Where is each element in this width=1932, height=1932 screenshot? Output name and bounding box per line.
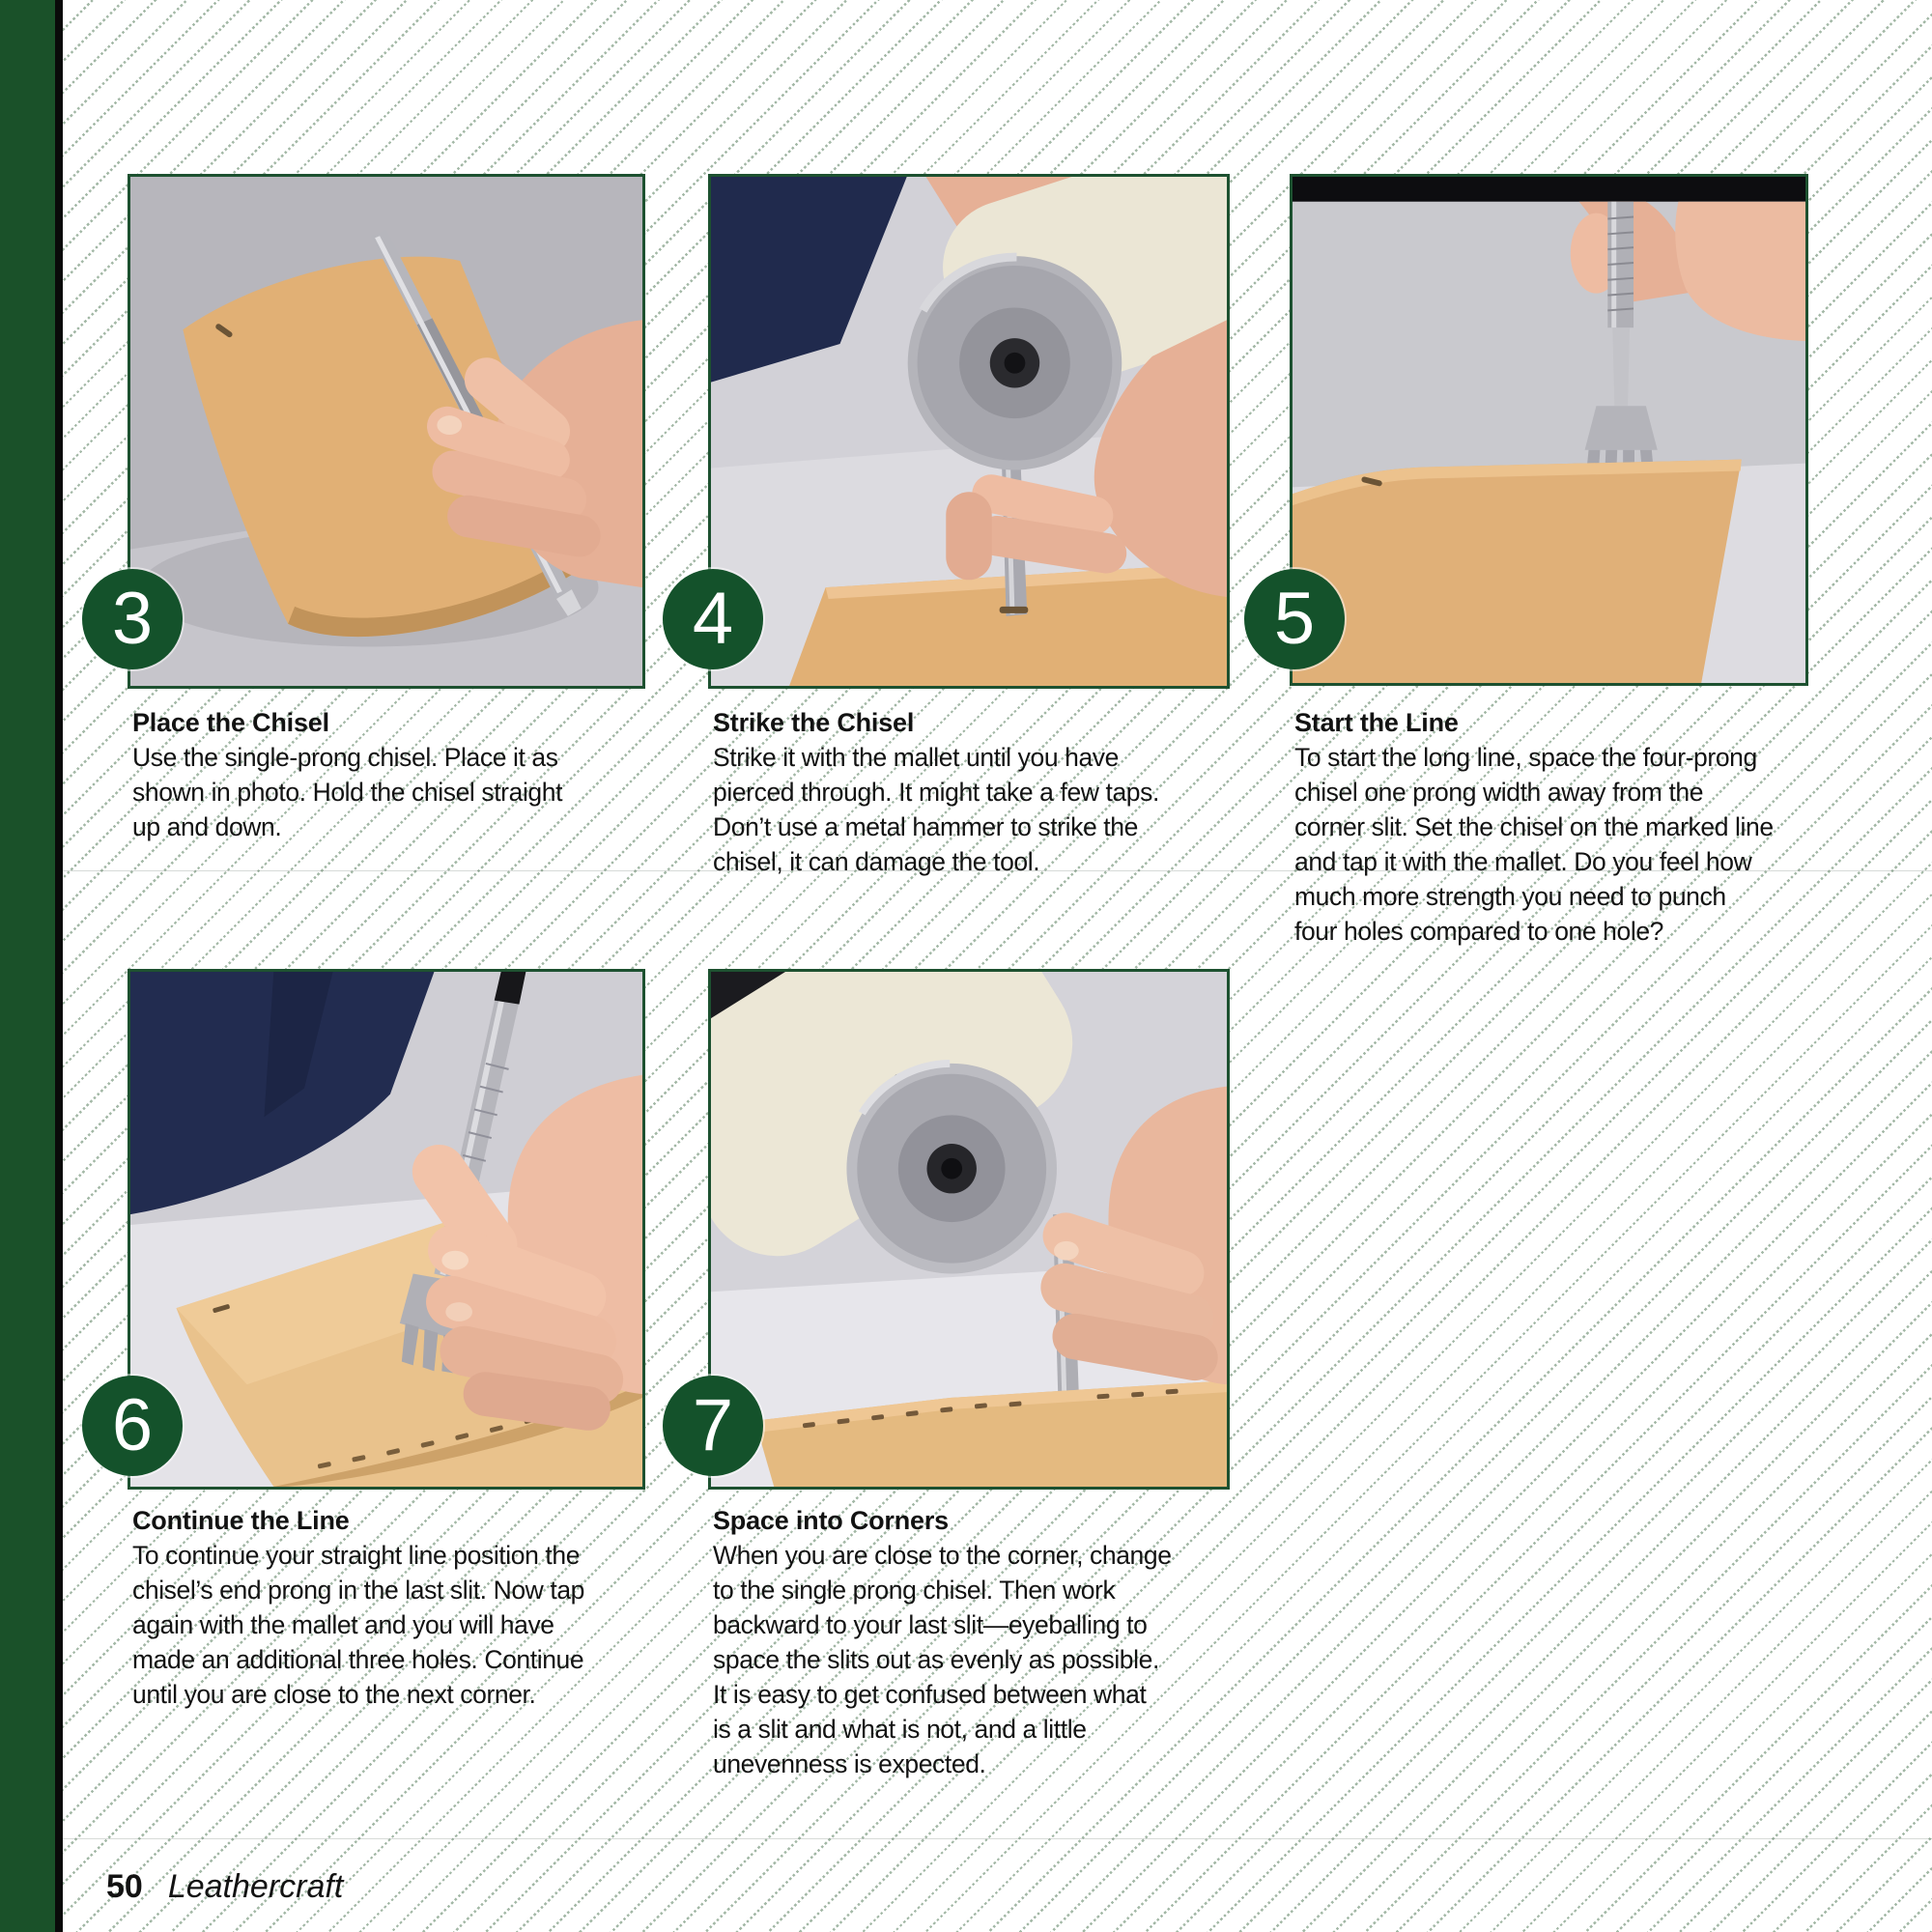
step-6-number-badge bbox=[82, 1376, 183, 1476]
caption-line: unevenness is expected. bbox=[713, 1749, 986, 1778]
caption-line: It is easy to get confused between what bbox=[713, 1680, 1147, 1709]
step-4-caption bbox=[713, 705, 1273, 879]
left-black-rule bbox=[55, 0, 63, 1932]
step-7-photo-illustration bbox=[711, 972, 1227, 1487]
pattern-seam-line bbox=[63, 1838, 1932, 1839]
caption-line: much more strength you need to punch bbox=[1294, 882, 1726, 911]
leather-piece bbox=[1293, 460, 1742, 683]
step-3-number-badge bbox=[82, 569, 183, 669]
step-5-number-badge bbox=[1244, 569, 1345, 669]
step-number: 3 bbox=[111, 578, 154, 660]
page-footer bbox=[106, 1867, 343, 1906]
caption-line: Strike it with the mallet until you have bbox=[713, 743, 1119, 772]
book-title: Leathercraft bbox=[167, 1868, 344, 1905]
step-7-number-badge bbox=[663, 1376, 763, 1476]
caption-line: backward to your last slit—eyeballing to bbox=[713, 1610, 1148, 1639]
photo-top-band bbox=[1293, 177, 1805, 202]
caption-line: is a slit and what is not, and a little bbox=[713, 1715, 1087, 1744]
caption-line: chisel one prong width away from the bbox=[1294, 778, 1704, 807]
step-title: Start the Line bbox=[1294, 708, 1459, 737]
caption-line: again with the mallet and you will have bbox=[132, 1610, 554, 1639]
caption-line: When you are close to the corner, change bbox=[713, 1541, 1172, 1570]
step-5-photo bbox=[1290, 174, 1808, 686]
step-6-caption bbox=[132, 1503, 693, 1712]
step-7-caption bbox=[713, 1503, 1273, 1781]
step-7-photo bbox=[708, 969, 1230, 1490]
caption-line: Use the single-prong chisel. Place it as bbox=[132, 743, 558, 772]
caption-line: four holes compared to one hole? bbox=[1294, 917, 1664, 946]
caption-line: chisel’s end prong in the last slit. Now tap bbox=[132, 1576, 585, 1605]
step-6-photo-illustration bbox=[130, 972, 642, 1487]
step-number: 6 bbox=[111, 1384, 154, 1466]
caption-line: Don’t use a metal hammer to strike the bbox=[713, 812, 1138, 841]
step-number: 4 bbox=[692, 578, 734, 660]
caption-line: space the slits out as evenly as possible. bbox=[713, 1645, 1159, 1674]
step-title: Place the Chisel bbox=[132, 708, 329, 737]
step-6-photo bbox=[128, 969, 645, 1490]
step-title: Strike the Chisel bbox=[713, 708, 915, 737]
step-number: 7 bbox=[692, 1384, 734, 1466]
step-number: 5 bbox=[1273, 578, 1316, 660]
caption-line: To start the long line, space the four-prong bbox=[1294, 743, 1757, 772]
caption-line: To continue your straight line position the bbox=[132, 1541, 581, 1570]
step-title: Space into Corners bbox=[713, 1506, 949, 1535]
step-title: Continue the Line bbox=[132, 1506, 350, 1535]
step-4-photo-illustration bbox=[711, 177, 1227, 686]
step-3-photo bbox=[128, 174, 645, 689]
page-number: 50 bbox=[106, 1868, 143, 1905]
caption-line: made an additional three holes. Continue bbox=[132, 1645, 584, 1674]
caption-line: pierced through. It might take a few taps. bbox=[713, 778, 1159, 807]
left-green-bar bbox=[0, 0, 55, 1932]
caption-line: shown in photo. Hold the chisel straight bbox=[132, 778, 563, 807]
step-4-photo bbox=[708, 174, 1230, 689]
step-4-number-badge bbox=[663, 569, 763, 669]
step-3-caption bbox=[132, 705, 693, 844]
step-5-caption bbox=[1294, 705, 1855, 949]
caption-line: chisel, it can damage the tool. bbox=[713, 847, 1040, 876]
caption-line: and tap it with the mallet. Do you feel how bbox=[1294, 847, 1752, 876]
step-5-photo-illustration bbox=[1293, 177, 1805, 683]
caption-line: corner slit. Set the chisel on the marked line bbox=[1294, 812, 1774, 841]
step-3-photo-illustration bbox=[130, 177, 642, 686]
caption-line: to the single prong chisel. Then work bbox=[713, 1576, 1116, 1605]
caption-line: up and down. bbox=[132, 812, 282, 841]
caption-line: until you are close to the next corner. bbox=[132, 1680, 536, 1709]
